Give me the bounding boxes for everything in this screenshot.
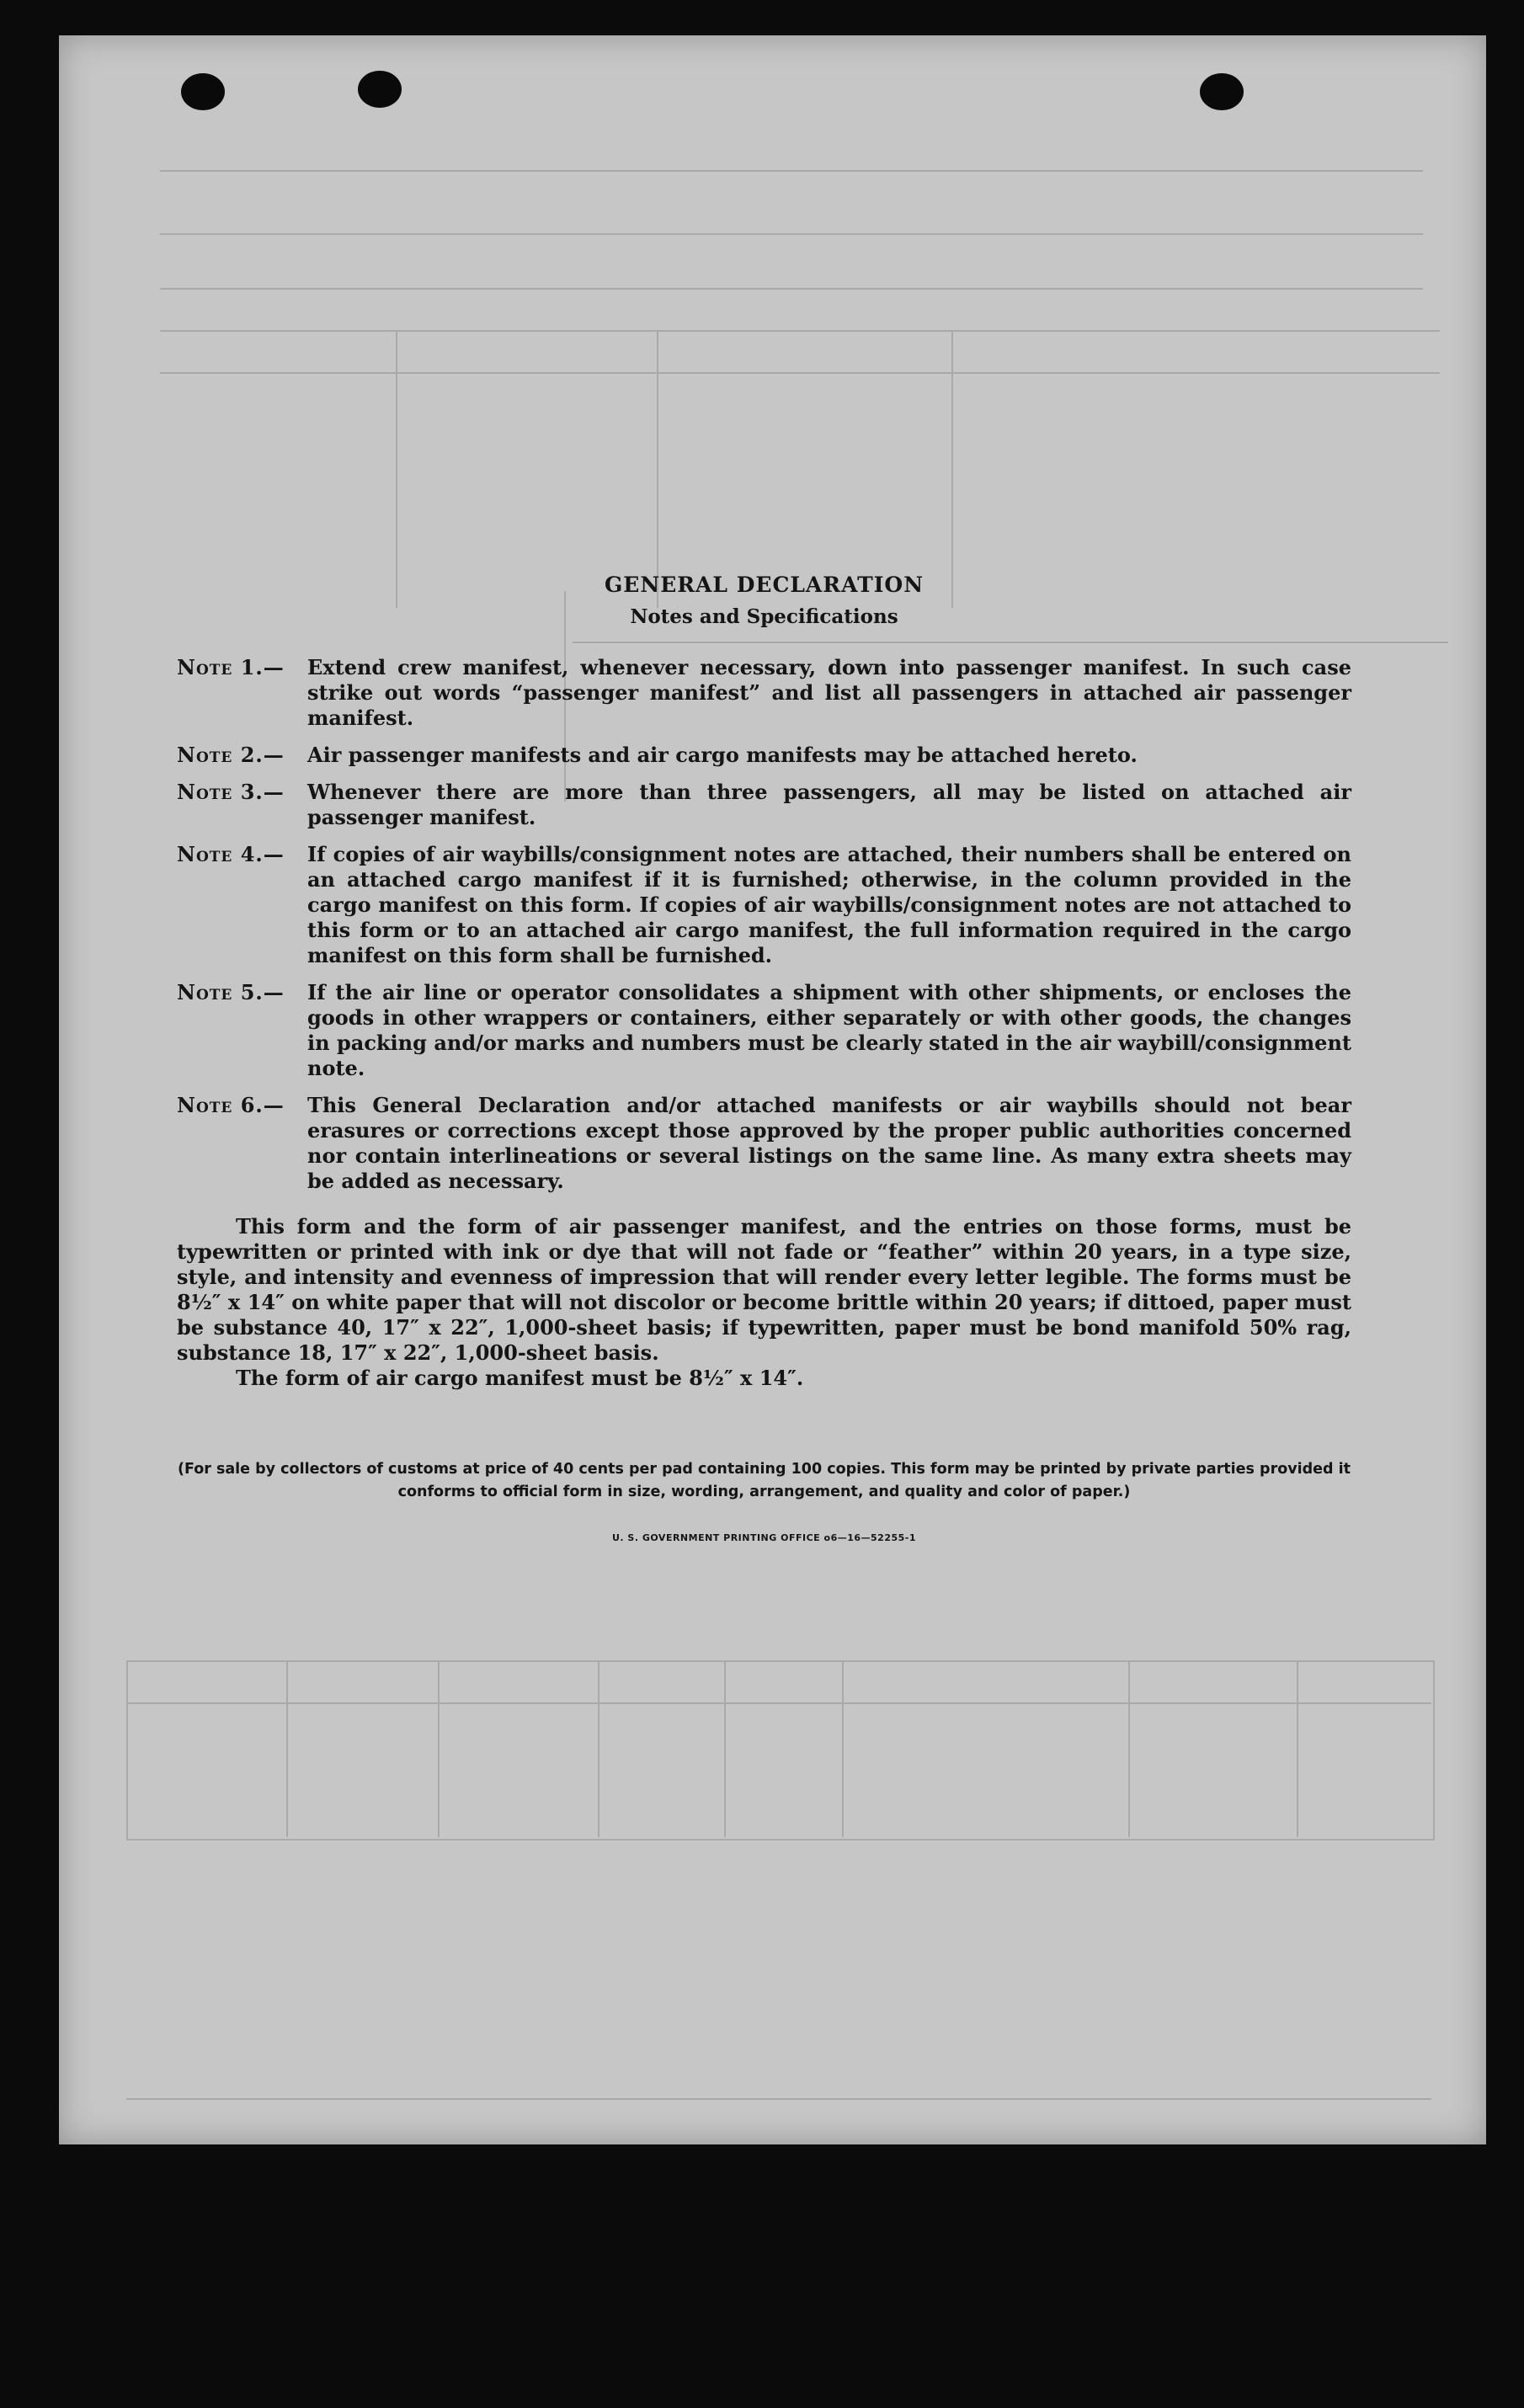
note-text: If copies of air waybills/consignment notes are attached, their numbers shall be entered on an attached cargo manifest if it is furnished; otherwise, in the column provided in the cargo manifest on this form. If copies of air waybills/consignment notes are not attached to this form or to an attached air cargo manifest, the full information required in the cargo manifest on this form shall be furnished. [307, 842, 1351, 967]
bleed-through-rule [160, 170, 1423, 172]
note-text: Whenever there are more than three passengers, all may be listed on attached air passenger manifest. [307, 780, 1351, 829]
bleed-through-rule [160, 288, 1423, 290]
punch-hole [358, 71, 402, 108]
bleed-through-rule [438, 1660, 440, 1837]
note-4 [177, 842, 1351, 968]
note-1 [177, 655, 1351, 731]
note-label: Note 3.— [177, 780, 285, 804]
note-text: Extend crew manifest, whenever necessary, down into passenger manifest. In such case strike out words “passenger manifest” and list all passengers in attached air passenger manifest. [307, 655, 1351, 730]
note-label: Note 6.— [177, 1093, 285, 1117]
note-label: Note 5.— [177, 980, 285, 1004]
bleed-through-rule [286, 1660, 288, 1837]
bleed-through-rule [160, 372, 1440, 374]
cargo-manifest-size-note: The form of air cargo manifest must be 8½″ x 14″. [236, 1366, 804, 1390]
bleed-through-rule [160, 233, 1423, 235]
printing-office-imprint: U. S. GOVERNMENT PRINTING OFFICE o6—16—52255-1 [611, 1532, 917, 1543]
page-subtitle: Notes and Specifications [630, 605, 898, 628]
note-3 [177, 780, 1351, 830]
bleed-through-rule [724, 1660, 726, 1837]
bleed-through-rule [126, 2098, 1431, 2100]
bleed-through-rule [1128, 1660, 1130, 1837]
note-text: This General Declaration and/or attached manifests or air waybills should not bear erasures or corrections except those approved by the proper public authorities concerned nor contain interlineations or several listings on the same line. As many extra sheets may be added as necessary. [307, 1093, 1351, 1193]
note-label: Note 4.— [177, 842, 285, 866]
bleed-through-box [126, 1660, 1435, 1841]
sale-notice: (For sale by collectors of customs at price of 40 cents per pad containing 100 copies. This form may be printed by private parties provided it conforms to official form in size, wording, arrangement, and quality and color of paper.) [177, 1461, 1351, 1500]
note-text: If the air line or operator consolidates a shipment with other shipments, or encloses the goods in other wrappers or containers, either separately or with other goods, the changes in packing and/or marks and numbers must be clearly stated in the air waybill/consignment note. [307, 980, 1351, 1080]
note-label: Note 2.— [177, 743, 285, 767]
note-label: Note 1.— [177, 655, 285, 679]
bleed-through-rule [126, 1702, 1431, 1704]
bleed-through-rule [842, 1660, 844, 1837]
bleed-through-rule [598, 1660, 599, 1837]
punch-hole [181, 73, 225, 110]
note-2 [177, 743, 1351, 768]
punch-hole [1200, 73, 1244, 110]
bleed-through-rule [951, 330, 953, 608]
form-specification-paragraph: This form and the form of air passenger manifest, and the entries on those forms, must be typewritten or printed with ink or dye that will not fade or “feather” within 20 years, in a type size, style, and intensity and evenness of impression that will render every letter legible. The forms must be 8½″ x 14″ on white paper that will not discolor or become brittle within 20 years; if dittoed, paper must be substance 40, 17″ x 22″, 1,000-sheet basis; if typewritten, paper must be bond manifold 50% rag, substance 18, 17″ x 22″, 1,000-sheet basis. [177, 1214, 1351, 1365]
note-5 [177, 980, 1351, 1081]
note-text: Air passenger manifests and air cargo manifests may be attached hereto. [307, 743, 1138, 767]
note-6 [177, 1093, 1351, 1194]
bleed-through-rule [396, 330, 397, 608]
bleed-through-rule [160, 330, 1440, 332]
notes-and-specifications [177, 573, 1351, 1543]
bleed-through-rule [657, 330, 658, 608]
page-title: GENERAL DECLARATION [604, 573, 925, 597]
bleed-through-rule [1297, 1660, 1298, 1837]
